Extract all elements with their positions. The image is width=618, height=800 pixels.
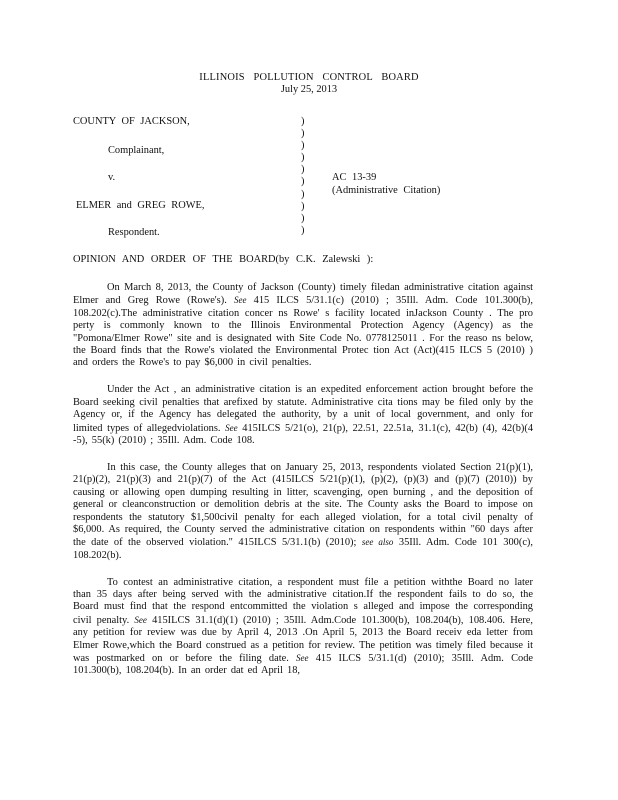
caption-paren: ) — [301, 140, 305, 152]
plaintiff-name: COUNTY OF JACKSON, — [73, 116, 190, 127]
caption-paren: ) — [301, 200, 305, 212]
citation-signal: See — [233, 295, 247, 306]
caption-paren: ) — [301, 188, 305, 200]
paragraph-text: 415 ILCS 5/31.1(c) (2010) ; 35Ill. Adm. Code 101.300(b), 108.202(c).The administrative citation concer ns Rowe' s facility located inJackson County . The pro perty is commonly known to the Illinois Environmental Protection Agency (Agency) as the "Pomona/Elmer Rowe" site and is designated with Site Code No. 0778125011 . For the reaso ns below, the Board finds that the Rowe's violated the Environmental Protec tion Act (Act)(415 ILCS 5 (2010) ) and orders the Rowe's to pay $6,000 in civil penalties. — [73, 295, 533, 369]
caption-paren: ) — [301, 176, 305, 188]
case-number: AC 13-39 — [332, 172, 377, 183]
body-paragraph — [73, 282, 533, 370]
caption-parentheses — [301, 116, 311, 237]
caption-paren: ) — [301, 224, 305, 236]
paragraph-text: 415ILCS 5/21(o), 21(p), 22.51, 22.51a, 31.1(c), 42(b) (4), 42(b)(4 -5), 55(k) (2010) ; 35Ill. Adm. Code 108. — [73, 422, 534, 446]
case-type: (Administrative Citation) — [332, 185, 441, 196]
body-paragraph — [73, 462, 533, 562]
caption-paren: ) — [301, 164, 305, 176]
paragraph-text: To contest an administrative citation, a respondent must file a petition withthe Board no later than 35 days after being served with the administrative citation.If the respondent fails to do so, the Board must find that the respond entcommitted the violation s alleged and impose the corresponding civil penalty. — [73, 576, 533, 626]
defendant-role: Respondent. — [108, 227, 160, 238]
paragraph-text: On March 8, 2013, the County of Jackson (County) timely filedan administrative citation against Elmer and Greg Rowe (Rowe's). — [73, 282, 533, 307]
citation-signal: See — [296, 653, 309, 664]
paragraph-text: 415ILCS 31.1(d)(1) (2010) ; 35Ill. Adm.Code 101.300(b), 108.204(b), 108.406. Here, any petition for review was due by April 4, 2013 .On April 5, 2013 the Board receiv eda letter from Elmer Rowe,which the Board construed as a petition for review. The petition was timely filed because it was postmarked on or before the filing date. — [73, 614, 533, 665]
paragraph-text: 35Ill. Adm. Code 101 300(c), 108.202(b). — [73, 537, 533, 561]
plaintiff-role: Complainant, — [108, 145, 165, 156]
body-paragraph — [73, 577, 533, 678]
paragraph-text: 415 ILCS 5/31.1(d) (2010); 35Ill. Adm. Code 101.300(b), 108.204(b). In an order dat ed April 18, — [73, 653, 533, 677]
defendant-name: ELMER and GREG ROWE, — [76, 200, 205, 211]
paragraph-text: Under the Act , an administrative citation is an expedited enforcement action brought before the Board seeking civil penalties that arefixed by statute. Administrative cita tions may be filed only by the Agency or, if the Agency has delegated the authority, by a unit of local government, and only for limited types of allegedviolations. — [73, 384, 533, 434]
opinion-body — [73, 282, 533, 692]
caption-paren: ) — [301, 212, 305, 224]
versus-label: v. — [108, 172, 116, 183]
body-paragraph — [73, 384, 533, 447]
caption-paren: ) — [301, 116, 305, 127]
caption-paren: ) — [301, 152, 305, 164]
citation-signal: see also — [361, 537, 394, 548]
board-name: ILLINOIS POLLUTION CONTROL BOARD — [199, 72, 419, 83]
citation-signal: See — [225, 422, 238, 433]
citation-signal: See — [134, 614, 147, 625]
caption-paren: ) — [301, 128, 305, 140]
opinion-heading: OPINION AND ORDER OF THE BOARD(by C.K. Zalewski ): — [73, 254, 374, 265]
opinion-date: July 25, 2013 — [280, 84, 338, 96]
paragraph-text: In this case, the County alleges that on January 25, 2013, respondents violated Section 21(p)(1), 21(p)(2), 21(p)(3) and 21(p)(7) of the Act (415ILCS 5/21(p)(1), (p)(2), (p)(3) and (p)(7) (2010)) by causing or allowing open dumping resulting in litter, scavenging, open burning , and the deposition of general or cleanconstruction or demolition debris at the site. The County asks the Board to impose on respondents the statutory $1,500civil penalty for each alleged violation, for a total civil penalty of $6,000. As required, the County served the administrative citation on respondents within "60 days after the date of the observed violation." 415ILCS 5/31.1(b) (2010); — [73, 461, 533, 549]
case-caption — [0, 0, 618, 250]
